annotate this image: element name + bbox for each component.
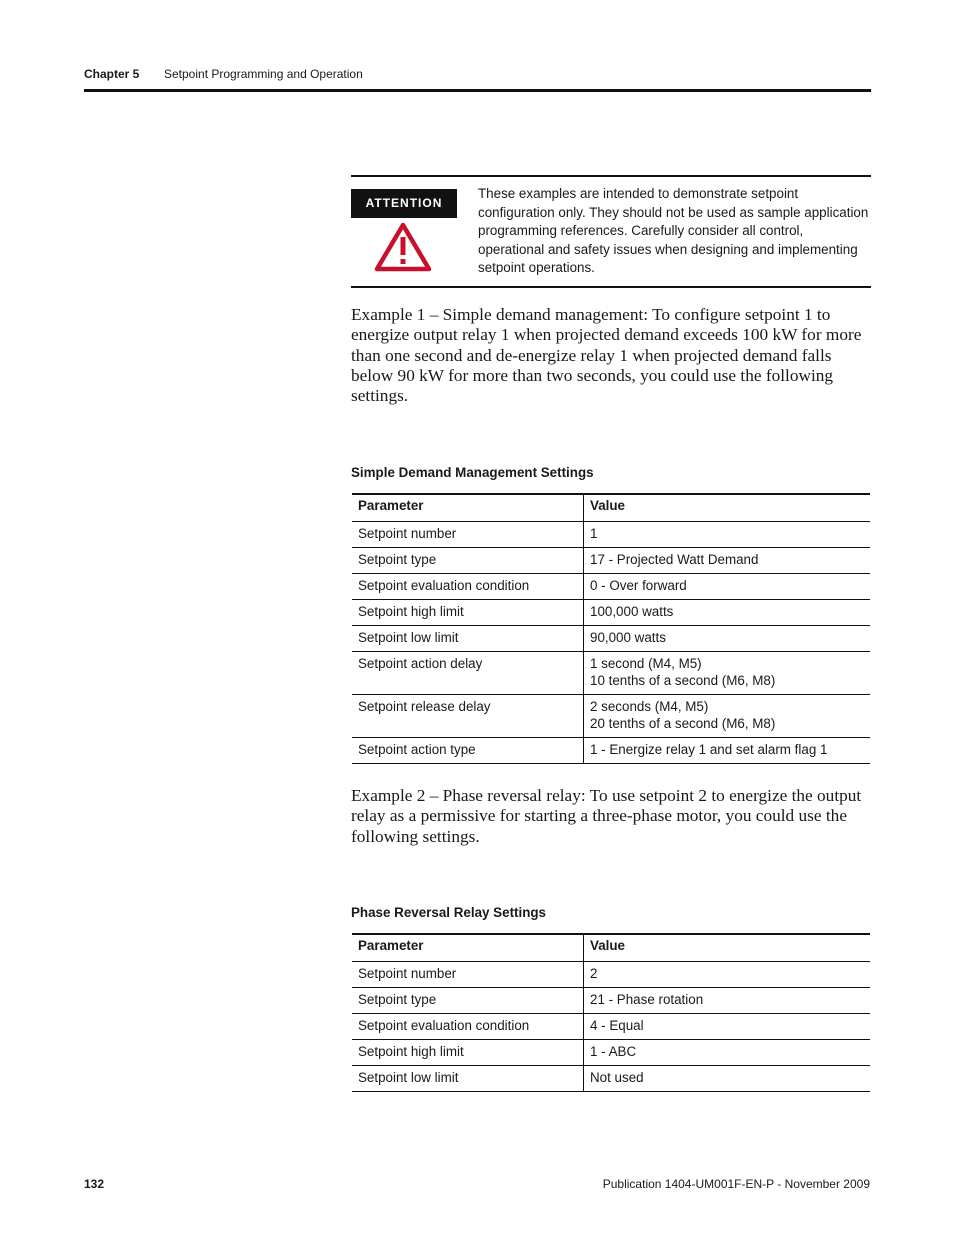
parameter-cell: Setpoint high limit [352, 600, 584, 626]
simple-demand-settings-table [352, 493, 870, 764]
parameter-cell: Setpoint release delay [352, 695, 584, 738]
value-cell: 2 [584, 962, 871, 988]
table-row [352, 1014, 870, 1040]
table-1-caption: Simple Demand Management Settings [351, 465, 594, 480]
header-divider [84, 89, 871, 92]
parameter-cell: Setpoint evaluation condition [352, 1014, 584, 1040]
value-cell: 17 - Projected Watt Demand [584, 548, 871, 574]
example-2-paragraph: Example 2 – Phase reversal relay: To use setpoint 2 to energize the output relay as a permissive for starting a three-phase motor, you could use the following settings. [351, 786, 862, 846]
column-header-parameter: Parameter [352, 494, 584, 522]
value-line: 2 seconds (M4, M5) [590, 699, 709, 714]
table-header-row [352, 934, 870, 962]
value-cell: 0 - Over forward [584, 574, 871, 600]
value-cell: 90,000 watts [584, 626, 871, 652]
value-cell [584, 652, 871, 695]
table-row [352, 738, 870, 764]
parameter-cell: Setpoint number [352, 522, 584, 548]
table-header-row [352, 494, 870, 522]
table-row [352, 548, 870, 574]
phase-reversal-settings-table [352, 933, 870, 1092]
table-row [352, 988, 870, 1014]
table-row [352, 600, 870, 626]
parameter-cell: Setpoint low limit [352, 1066, 584, 1092]
value-cell [584, 695, 871, 738]
value-cell: 1 - Energize relay 1 and set alarm flag 1 [584, 738, 871, 764]
value-line: 10 tenths of a second (M6, M8) [590, 673, 776, 688]
parameter-cell: Setpoint action type [352, 738, 584, 764]
attention-badge: ATTENTION [351, 189, 457, 218]
page-header [84, 67, 870, 83]
parameter-cell: Setpoint action delay [352, 652, 584, 695]
page-number: 132 [84, 1177, 105, 1191]
parameter-cell: Setpoint evaluation condition [352, 574, 584, 600]
attention-bottom-rule [351, 286, 871, 288]
table-row [352, 626, 870, 652]
value-cell: 1 [584, 522, 871, 548]
parameter-cell: Setpoint low limit [352, 626, 584, 652]
example-1-paragraph: Example 1 – Simple demand management: To configure setpoint 1 to energize output relay 1 when projected demand exceeds 100 kW for more than one second and de-energize relay 1 when projected demand falls below 90 kW for more than two seconds, you could use the following settings. [351, 305, 862, 406]
table-row [352, 1040, 870, 1066]
parameter-cell: Setpoint high limit [352, 1040, 584, 1066]
parameter-cell: Setpoint type [352, 548, 584, 574]
table-row [352, 1066, 870, 1092]
table-row [352, 962, 870, 988]
parameter-cell: Setpoint type [352, 988, 584, 1014]
table-row [352, 695, 870, 738]
value-cell: 4 - Equal [584, 1014, 871, 1040]
parameter-cell: Setpoint number [352, 962, 584, 988]
chapter-title: Setpoint Programming and Operation [164, 67, 363, 81]
column-header-value: Value [584, 934, 871, 962]
chapter-label: Chapter 5 [84, 67, 140, 81]
table-2-caption: Phase Reversal Relay Settings [351, 905, 547, 920]
attention-text: These examples are intended to demonstrate setpoint configuration only. They should not be used as sample application programming references. Carefully consider all control, operational and safety issues when designing and implementing setpoint operations. [478, 186, 869, 276]
table-row [352, 522, 870, 548]
column-header-parameter: Parameter [352, 934, 584, 962]
column-header-value: Value [584, 494, 871, 522]
value-cell: Not used [584, 1066, 871, 1092]
value-line: 20 tenths of a second (M6, M8) [590, 716, 776, 731]
value-line: 1 second (M4, M5) [590, 656, 702, 671]
value-cell: 1 - ABC [584, 1040, 871, 1066]
value-cell: 21 - Phase rotation [584, 988, 871, 1014]
table-row [352, 574, 870, 600]
attention-top-rule [351, 175, 871, 177]
warning-triangle-icon [374, 222, 432, 272]
publication-id: Publication 1404-UM001F-EN-P - November 2009 [602, 1177, 870, 1191]
value-cell: 100,000 watts [584, 600, 871, 626]
table-row [352, 652, 870, 695]
